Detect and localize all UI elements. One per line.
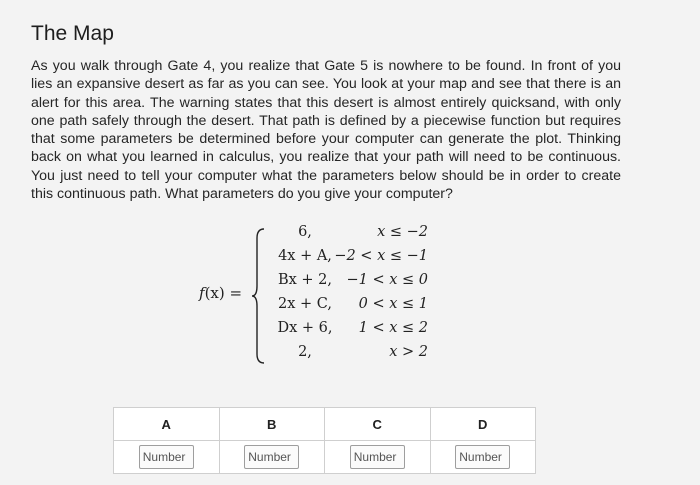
header-a: A — [114, 408, 220, 441]
input-a[interactable] — [139, 445, 194, 469]
case-condition: x ≤ −2 — [377, 224, 428, 240]
cell-c — [325, 441, 431, 474]
cell-a — [114, 441, 220, 474]
question-title: The Map — [31, 22, 114, 45]
left-brace — [252, 228, 266, 364]
case-expression: 2x + C, — [278, 296, 332, 312]
case-expression: Dx + 6, — [277, 320, 333, 336]
answer-table — [113, 407, 536, 474]
answer-header-row — [114, 408, 536, 441]
case-expression: 2, — [298, 344, 312, 360]
input-d[interactable] — [455, 445, 510, 469]
header-c: C — [325, 408, 431, 441]
case-condition: 0 < x ≤ 1 — [358, 296, 428, 312]
header-b: B — [219, 408, 325, 441]
function-label — [199, 284, 242, 302]
case-condition: −2 < x ≤ −1 — [334, 248, 428, 264]
case-condition: 1 < x ≤ 2 — [358, 320, 428, 336]
header-d: D — [430, 408, 536, 441]
case-expression: Bx + 2, — [277, 272, 333, 288]
input-b[interactable] — [244, 445, 299, 469]
answer-input-row — [114, 441, 536, 474]
case-condition: −1 < x ≤ 0 — [346, 272, 428, 288]
function-name: f — [199, 284, 205, 302]
case-expression: 4x + A, — [278, 248, 332, 264]
case-expression: 6, — [298, 224, 312, 240]
question-text: As you walk through Gate 4, you realize that Gate 5 is nowhere to be found. In front of you lies an expansive desert as far as you can see. You look at your map and see that there is an alert for this area. The warning states that this desert is almost entirely quicksand, with only one path safely through the desert. That path is defined by a piecewise function but requires that some parameters be determined before your computer can generate the plot. Thinking back on what you learned in calculus, you realize that your path will need to be continuous. You just need to tell your computer what the parameters below should be in order to create this continuous path. What parameters do you give your computer? — [31, 58, 621, 203]
case-condition: x > 2 — [389, 344, 428, 360]
cell-b — [219, 441, 325, 474]
function-arg: (x) = — [204, 284, 243, 302]
input-c[interactable] — [350, 445, 405, 469]
cell-d — [430, 441, 536, 474]
